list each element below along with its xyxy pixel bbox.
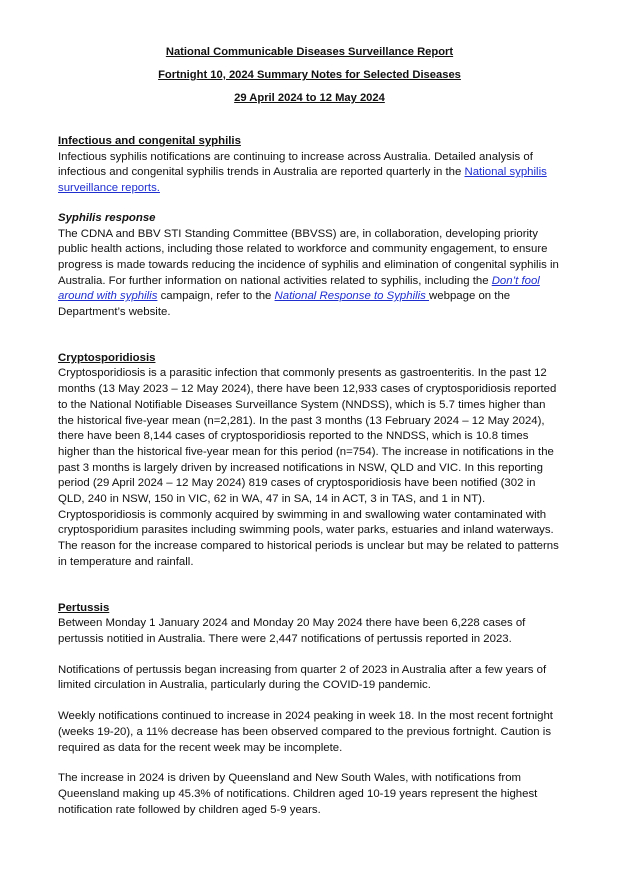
- report-title: National Communicable Diseases Surveillance Report: [165, 46, 454, 58]
- syphilis-reports-link[interactable]: National syphilis surveillance reports.: [58, 166, 547, 195]
- national-response-link[interactable]: National Response to Syphilis: [274, 290, 430, 303]
- crypto-heading: Cryptosporidiosis: [58, 351, 156, 364]
- syphilis-response-text-3: webpage on the Department’s website.: [58, 290, 511, 319]
- syphilis-response-text-2: campaign, refer to the: [157, 290, 275, 303]
- syphilis-heading: Infectious and congenital syphilis: [58, 135, 241, 147]
- section-syphilis: [58, 134, 561, 197]
- syphilis-text: Infectious syphilis notifications are continuing to increase across Australia. Detailed analysis of infectious and congenital syphilis trends in Australia are reported quarterly in the: [58, 150, 533, 179]
- report-subtitle: Fortnight 10, 2024 Summary Notes for Selected Diseases: [158, 69, 461, 81]
- syphilis-paragraph: [58, 150, 561, 197]
- syphilis-response-paragraph: [58, 227, 561, 321]
- section-syphilis-response: [58, 211, 561, 321]
- pertussis-paragraph-1: Between Monday 1 January 2024 and Monday 20 May 2024 there have been 6,228 cases of pertussis notitied in Australia. There were 2,447 notifications of pertussis reported in 2023.: [58, 617, 526, 645]
- section-pertussis: [58, 601, 561, 819]
- pertussis-paragraph-3: Weekly notifications continued to increase in 2024 peaking in week 18. In the most recent fortnight (weeks 19-20), a 11% decrease has been observed compared to the previous fortnight. Caution is required as data for the recent week may be incomplete.: [58, 710, 553, 754]
- crypto-paragraph: Cryptosporidiosis is a parasitic infection that commonly presents as gastroenteritis. In the past 12 months (13 May 2023 – 12 May 2024), there have been 12,933 cases of cryptosporidiosis reported to the National Notifiable Diseases Surveillance System (NNDSS), which is 5.7 times higher than the historical five-year mean (n=2,281). In the past 3 months (13 February 2024 – 12 May 2024), there have been 8,144 cases of cryptosporidiosis reported to the NNDSS, which is 10.8 times higher than the historical five-year mean for this period (n=754). The increase in notifications in the past 3 months is largely driven by increased notifications in NSW, QLD and VIC. In this reporting period (29 April 2024 – 12 May 2024) 819 cases of cryptosporidiosis have been notified (302 in QLD, 240 in NSW, 150 in VIC, 62 in WA, 47 in SA, 14 in ACT, 3 in TAS, and 1 in NT). Cryptosporidiosis is commonly acquired by swimming in and swallowing water contaminated with cryptosporidium parasites including swimming pools, water parks, estuaries and inland waterways. The reason for the increase compared to historical periods is unclear but may be related to patterns in temperature and rainfall.: [58, 367, 559, 568]
- syphilis-response-heading: Syphilis response: [58, 211, 156, 224]
- pertussis-heading: Pertussis: [58, 601, 110, 614]
- syphilis-response-text-1: The CDNA and BBV STI Standing Committee (BBVSS) are, in collaboration, developing priority public health actions, including those related to workforce and community engagement, to ensure progress is made towards reducing the incidence of syphilis and elimination of congenital syphilis in Australia. For further information on national activities related to syphilis, including the: [58, 227, 559, 287]
- section-cryptosporidiosis: [58, 351, 561, 571]
- pertussis-paragraph-4: The increase in 2024 is driven by Queensland and New South Wales, with notifications from Queensland making up 45.3% of notifications. Children aged 10-19 years represent the highest notification rate followed by children aged 5-9 years.: [58, 772, 538, 816]
- report-header: [58, 45, 561, 106]
- pertussis-paragraph-2: Notifications of pertussis began increasing from quarter 2 of 2023 in Australia after a few years of limited circulation in Australia, particularly during the COVID-19 pandemic.: [58, 663, 547, 692]
- report-date-range: 29 April 2024 to 12 May 2024: [234, 92, 385, 104]
- dont-fool-around-link[interactable]: Don’t fool around with syphilis: [58, 274, 540, 303]
